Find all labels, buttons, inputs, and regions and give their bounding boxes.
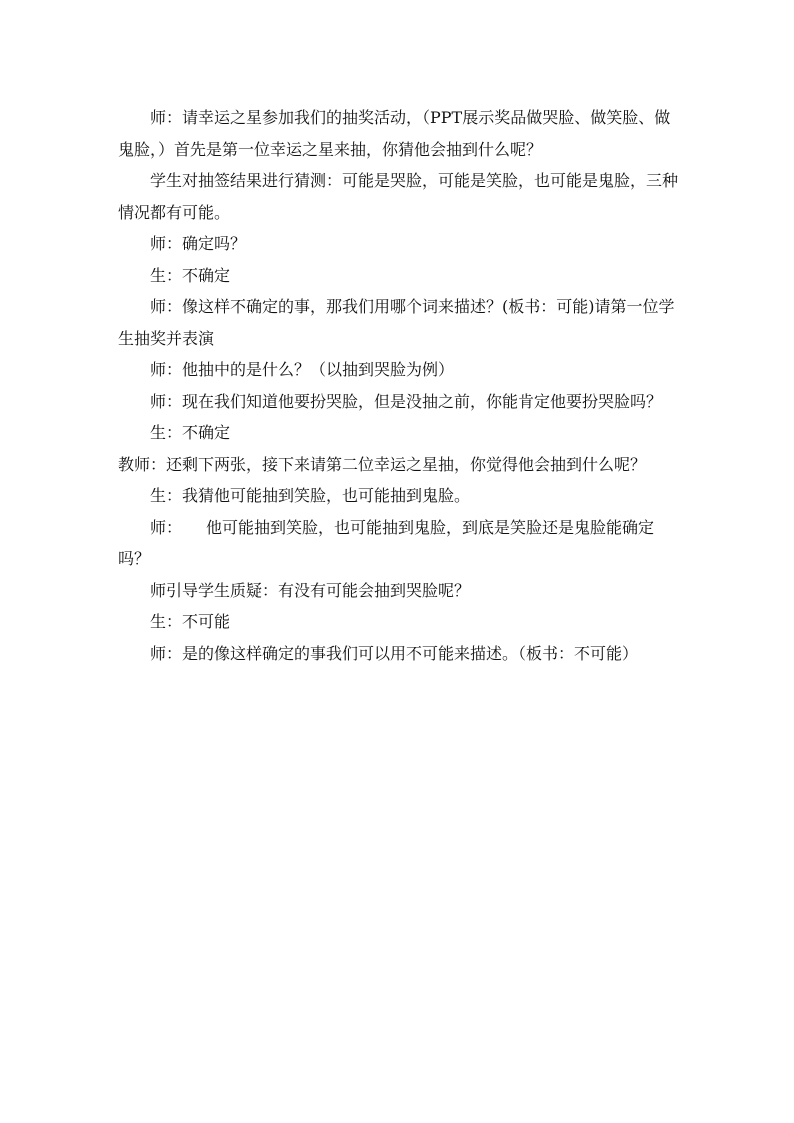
document-body: [118, 102, 678, 669]
paragraph: 教师：还剩下两张，接下来请第二位幸运之星抽，你觉得他会抽到什么呢？: [118, 454, 647, 474]
paragraph: 师：请幸运之星参加我们的抽奖活动，（PPT展示奖品做哭脸、做笑脸、做鬼脸，）首先是第一位幸运之星来抽，你猜他会抽到什么呢？: [118, 108, 671, 159]
paragraph: 师：像这样不确定的事，那我们用哪个词来描述？(板书：可能)请第一位学生抽奖并表演: [118, 297, 675, 348]
paragraph: 生：不确定: [150, 423, 231, 442]
paragraph: 生：不可能: [150, 612, 231, 631]
paragraph: 学生对抽签结果进行猜测：可能是哭脸，可能是笑脸，也可能是鬼脸，三种情况都有可能。: [118, 171, 679, 222]
paragraph: 师：是的像这样确定的事我们可以用不可能来描述。（板书：不可能）: [150, 643, 639, 663]
paragraph: 师引导学生质疑：有没有可能会抽到哭脸呢？: [150, 580, 471, 600]
paragraph: 师：现在我们知道他要扮哭脸，但是没抽之前，你能肯定他要扮哭脸吗？: [150, 391, 663, 411]
paragraph: 师：他抽中的是什么？（以抽到哭脸为例）: [150, 360, 455, 379]
paragraph: 师： 他可能抽到笑脸，也可能抽到鬼脸，到底是笑脸还是鬼脸能确定吗？: [118, 517, 655, 568]
paragraph: 生：不确定: [150, 265, 231, 285]
paragraph: 生：我猜他可能抽到笑脸，也可能抽到鬼脸。: [150, 486, 471, 505]
paragraph: 师：确定吗？: [150, 234, 247, 253]
